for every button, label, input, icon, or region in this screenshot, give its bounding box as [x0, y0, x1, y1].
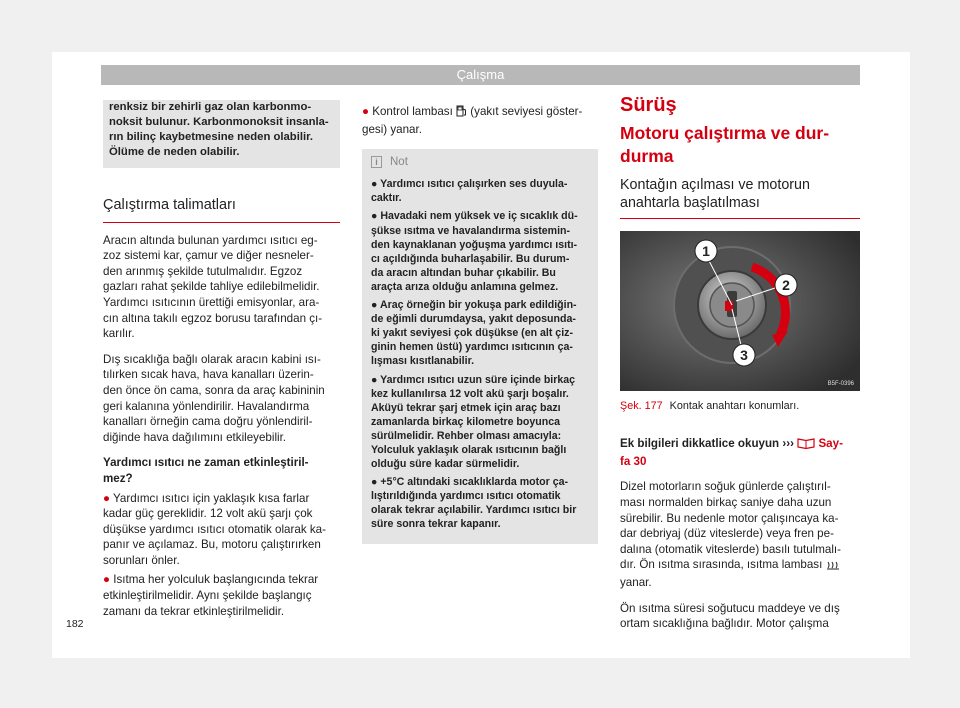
text-line: olduğu süre kadar sürmelidir. [371, 458, 520, 471]
text-line: olarak tekrar açılabilir. Yardımcı ısıtıcı bir [371, 504, 577, 517]
text-line: etkinleştirilmelidir. Aynı şekilde başlangıç [103, 589, 312, 603]
text-line: ki yakıt seviyesi çok düşükse (en alt çiz- [371, 327, 573, 340]
caption-text: Kontak anahtarı konumları. [669, 399, 800, 412]
chapter-title: Sürüş [620, 94, 677, 116]
bullet-mark: ● [371, 476, 378, 489]
fuel-gauge-icon [456, 105, 467, 122]
text-line: Kontrol lambası [372, 105, 453, 118]
bullet-mark: ● [103, 491, 111, 505]
figure-code: B5F-0396 [827, 380, 854, 387]
text-line: ortam sıcaklığına bağlıdır. Motor çalışma [620, 617, 829, 631]
text-line: sorunları önler. [103, 553, 180, 567]
text-line: Aracın altında bulunan yardımcı ısıtıcı eg- [103, 233, 318, 247]
text-line: süre sonra tekrar kapanır. [371, 518, 501, 531]
text-line: cı açıldığında buharlaşabilir. Bu durum- [371, 252, 570, 265]
paragraph [620, 479, 860, 590]
text-line: karılır. [103, 327, 135, 341]
text-line: kez kullanılırsa 12 volt akü şarjı boşalır. [371, 387, 569, 400]
text-line: yanar. [620, 575, 652, 589]
reference-line [620, 436, 860, 469]
text-line: dalına (otomatik viteslerde) basılı tutulmalı- [620, 542, 842, 556]
text-line: den arınmış şekilde tutulmalıdır. Egzoz [103, 264, 303, 278]
note-bullet [371, 373, 589, 472]
text-line: Yardımcı ısıtıcı uzun süre içinde birkaç [380, 373, 576, 386]
text-line: zoz sistemi kar, çamur ve diğer nesneler- [103, 249, 314, 263]
text-line: tılırken sıcak hava, hava kanalları üzerin- [103, 368, 314, 382]
bullet-item [103, 491, 340, 569]
text-line: diğinde hava dağılımını etkileyebilir. [103, 430, 287, 444]
text-line: caktır. [371, 192, 402, 205]
text-line: şükse ısıtma ve havalandırma sistemin- [371, 224, 571, 237]
column-right [620, 94, 860, 632]
note-bullet [371, 298, 589, 368]
note-bullet [371, 177, 589, 205]
text-line: cın altına takılı egzoz borusu tarafından çı- [103, 311, 323, 325]
text-line: lıştırıldığında yardımcı ısıtıcı otomatik [371, 490, 561, 503]
warning-line: noksit bulunur. Karbonmonoksit insanla- [109, 116, 329, 128]
text-line: Aküyü tekrar şarj etmek için araç bazı [371, 401, 561, 414]
note-title: Not [390, 156, 408, 169]
note-box [362, 149, 598, 543]
text-line: dar debriyaj (düz viteslerde) veya fren pe- [620, 527, 834, 541]
bullet-mark: ● [371, 210, 378, 223]
text-line: durma [620, 145, 674, 166]
column-left [103, 101, 340, 619]
book-icon[interactable] [797, 437, 815, 454]
bullet-item [103, 572, 340, 619]
text-line: de eğimli durumdaysa, yakıt deposunda- [371, 313, 576, 326]
caption-label: Şek. 177 [620, 399, 663, 412]
text-line: Isıtma her yolculuk başlangıcında tekrar [113, 573, 319, 587]
paragraph [103, 233, 340, 342]
info-icon: i [371, 156, 382, 168]
text-line: dır. Ön ısıtma sırasında, ısıtma lambası [620, 558, 823, 572]
text-line: Yardımcı ısıtıcı çalışırken ses duyula- [380, 178, 568, 191]
warning-line: rın bilinç kaybetmesine neden olabilir. [109, 131, 314, 143]
callout-2: 2 [782, 276, 790, 293]
subsection-heading [620, 176, 860, 219]
paragraph [620, 601, 860, 632]
text-line: den kaynaklanan yoğuşma yardımcı ısıtı- [371, 238, 578, 251]
text-line: Motoru çalıştırma ve dur- [620, 122, 830, 143]
note-bullet [371, 475, 589, 531]
note-bullet [371, 209, 589, 294]
page-number: 182 [66, 618, 84, 630]
text-line: Yardımcı ısıtıcı için yaklaşık kısa farlar [113, 491, 310, 505]
figure-caption [620, 399, 860, 415]
text-line: Yardımcı ısıtıcı ne zaman etkinleştiril- [103, 456, 309, 470]
text-line: da aracın altından buhar çıkabilir. Bu [371, 266, 556, 279]
text-line: lışması kısıtlanabilir. [371, 355, 475, 368]
ref-arrows: ››› [782, 437, 794, 451]
ignition-figure [620, 231, 860, 391]
subheading [103, 455, 340, 486]
text-line: kadar güç gereklidir. 12 volt akü şarjı çok [103, 507, 313, 521]
bullet-mark: ● [371, 178, 378, 191]
callout-3: 3 [740, 346, 748, 363]
bullet-mark: ● [371, 373, 378, 386]
text-line: Yardımcı ısıtıcının ürettiği emisyonlar, ara- [103, 295, 320, 309]
bullet-mark: ● [103, 573, 111, 587]
text-line: Yolculuk yaklaşık olarak ısıtıcının bağlı [371, 443, 567, 456]
glow-plug-icon [826, 559, 840, 575]
text-line: zamanlarda birkaç kilometre boyunca [371, 415, 560, 428]
note-header [371, 155, 589, 169]
text-line: zamanı da tekrar etkinleştirilmelidir. [103, 604, 285, 618]
text-line: gazları rahat şekilde tahliye edilebilmelidir. [103, 280, 320, 294]
bullet-mark: ● [371, 299, 378, 312]
text-line: Araç örneğin bir yokuşa park edildiğin- [379, 299, 577, 312]
text-line: (yakıt seviyesi göster- [470, 105, 583, 118]
text-line: sürülmelidir. Rehber olması amacıyla: [371, 429, 562, 442]
section-title: Çalıştırma talimatları [103, 198, 340, 223]
column-middle [362, 104, 598, 544]
warning-line: renksiz bir zehirli gaz olan karbonmo- [109, 101, 312, 113]
text-line: +5°C altındaki sıcaklıklarda motor ça- [380, 476, 569, 489]
text-line: düşükse yardımcı ısıtıcı otomatik olarak ka- [103, 522, 326, 536]
text-line: Dizel motorların soğuk günlerde çalıştırıl- [620, 480, 831, 494]
text-line: kanalları örneğin cama doğru yönlendiril- [103, 415, 313, 429]
text-line: Kontağın açılması ve motorun [620, 176, 810, 193]
text-line: araçta arıza olduğu anlamına gelmez. [371, 280, 559, 293]
warning-box [103, 100, 340, 168]
text-line: Dış sıcaklığa bağlı olarak aracın kabini ısı- [103, 352, 321, 366]
warning-line: Ölüme de neden olabilir. [109, 146, 240, 158]
text-line: ginin hemen üstü) yardımcı ısıtıcının ça- [371, 341, 573, 354]
running-header: Çalışma [101, 65, 860, 85]
text-line: Ön ısıtma süresi soğutucu maddeye ve dış [620, 601, 840, 615]
page-ref-link[interactable]: Say- [818, 437, 843, 451]
text-line: panır ve açılamaz. Bu, motoru çalıştırırken [103, 538, 321, 552]
text-line: anahtarla başlatılması [620, 194, 760, 211]
text-line: ması normalden birkaç saniye daha uzun [620, 495, 832, 509]
page-ref-link[interactable]: fa 30 [620, 454, 647, 468]
bullet-mark: ● [362, 105, 370, 118]
section-heading [620, 122, 860, 168]
text-line: Ek bilgileri dikkatlice okuyun [620, 437, 780, 451]
text-line: geri kalanına yönlendirilir. Havalandırma [103, 399, 310, 413]
paragraph [103, 352, 340, 446]
callout-1: 1 [702, 242, 710, 259]
text-line: Havadaki nem yüksek ve iç sıcaklık dü- [380, 210, 578, 223]
text-line: gesi) yanar. [362, 122, 422, 136]
text-line: sürebilir. Bu nedenle motor çalışıncaya ka- [620, 511, 839, 525]
text-line: mez? [103, 471, 133, 485]
bullet-item [362, 104, 598, 137]
ignition-illustration [620, 231, 860, 391]
text-line: den önce ön cama, sonra da araç kabininin [103, 383, 325, 397]
